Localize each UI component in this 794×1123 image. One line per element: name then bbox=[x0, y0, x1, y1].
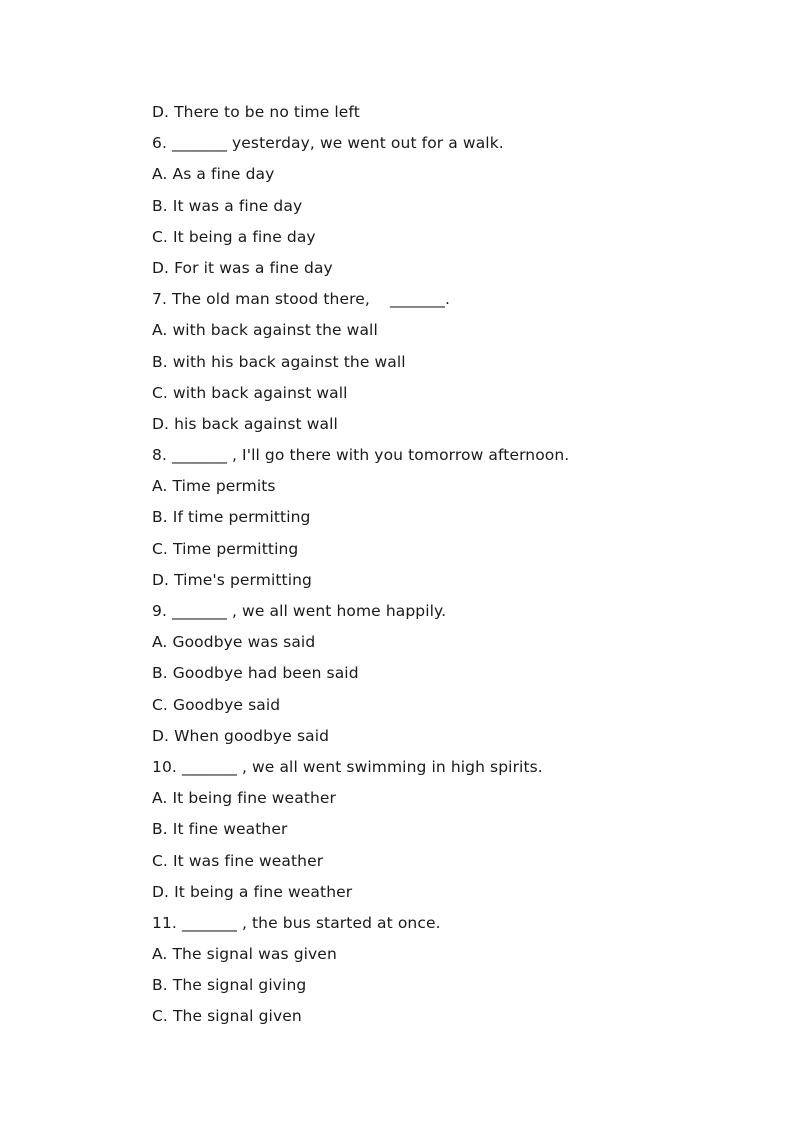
option-line: C. The signal given bbox=[152, 1007, 302, 1026]
option-line: B. It was a fine day bbox=[152, 196, 303, 215]
option-line: C. Time permitting bbox=[152, 539, 299, 558]
option-line: A. with back against the wall bbox=[152, 321, 378, 340]
option-line: D. It being a fine weather bbox=[152, 882, 353, 901]
option-line: B. Goodbye had been said bbox=[152, 664, 359, 683]
option-line: A. Goodbye was said bbox=[152, 633, 316, 652]
option-line: C. It being a fine day bbox=[152, 227, 316, 246]
question-line: 10. _______ , we all went swimming in high spirits. bbox=[152, 757, 543, 776]
option-line: D. When goodbye said bbox=[152, 726, 330, 745]
option-line: B. The signal giving bbox=[152, 976, 307, 995]
option-line: A. As a fine day bbox=[152, 165, 275, 184]
option-line: A. It being fine weather bbox=[152, 789, 337, 808]
question-list bbox=[152, 101, 752, 1037]
option-line: D. his back against wall bbox=[152, 414, 338, 433]
option-line: B. If time permitting bbox=[152, 508, 311, 527]
option-line: B. with his back against the wall bbox=[152, 352, 406, 371]
question-line: 6. _______ yesterday, we went out for a walk. bbox=[152, 134, 504, 153]
option-line: C. with back against wall bbox=[152, 383, 348, 402]
question-line: 8. _______ , I'll go there with you tomorrow afternoon. bbox=[152, 446, 570, 465]
option-line: D. Time's permitting bbox=[152, 570, 312, 589]
option-line: A. Time permits bbox=[152, 477, 276, 496]
option-line: D. For it was a fine day bbox=[152, 258, 333, 277]
option-line: A. The signal was given bbox=[152, 945, 337, 964]
question-line: 9. _______ , we all went home happily. bbox=[152, 602, 447, 620]
question-line: 7. The old man stood there, _______. bbox=[152, 290, 450, 309]
option-line: B. It fine weather bbox=[152, 820, 288, 839]
question-line: 11. _______ , the bus started at once. bbox=[152, 913, 441, 932]
option-line: D. There to be no time left bbox=[152, 103, 360, 121]
option-line: C. It was fine weather bbox=[152, 851, 324, 870]
option-line: C. Goodbye said bbox=[152, 695, 281, 714]
